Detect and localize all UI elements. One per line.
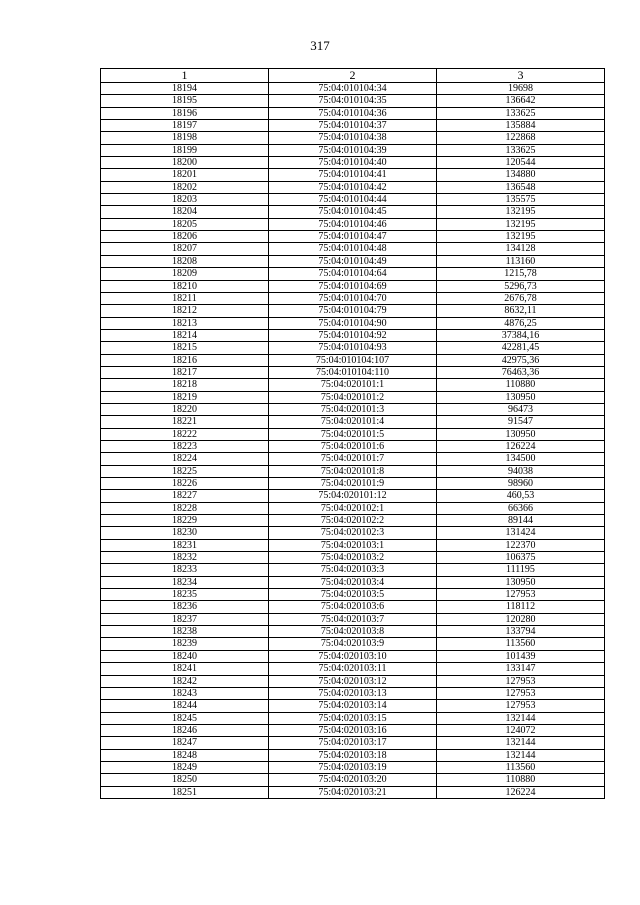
- table-row: [101, 107, 605, 119]
- value-cell: 37384,16: [437, 329, 605, 341]
- row-number-cell: 18234: [101, 576, 269, 588]
- table-row: [101, 761, 605, 773]
- table-row: [101, 465, 605, 477]
- column-header-1: 1: [101, 69, 269, 83]
- table-row: [101, 626, 605, 638]
- row-number-cell: 18248: [101, 749, 269, 761]
- cadastral-number-cell: 75:04:010104:39: [269, 144, 437, 156]
- row-number-cell: 18211: [101, 292, 269, 304]
- cadastral-number-cell: 75:04:010104:64: [269, 268, 437, 280]
- row-number-cell: 18212: [101, 305, 269, 317]
- value-cell: 110880: [437, 774, 605, 786]
- cadastral-number-cell: 75:04:010104:110: [269, 366, 437, 378]
- table-row: [101, 601, 605, 613]
- value-cell: 134128: [437, 243, 605, 255]
- table-row: [101, 292, 605, 304]
- cadastral-number-cell: 75:04:020101:1: [269, 379, 437, 391]
- value-cell: 135575: [437, 194, 605, 206]
- value-cell: 132144: [437, 737, 605, 749]
- row-number-cell: 18218: [101, 379, 269, 391]
- table-row: [101, 663, 605, 675]
- cadastral-number-cell: 75:04:020103:19: [269, 761, 437, 773]
- cadastral-number-cell: 75:04:010104:46: [269, 218, 437, 230]
- table-row: [101, 329, 605, 341]
- cadastral-number-cell: 75:04:020101:4: [269, 416, 437, 428]
- value-cell: 122868: [437, 132, 605, 144]
- row-number-cell: 18200: [101, 157, 269, 169]
- row-number-cell: 18202: [101, 181, 269, 193]
- row-number-cell: 18216: [101, 354, 269, 366]
- value-cell: 89144: [437, 515, 605, 527]
- value-cell: 460,53: [437, 490, 605, 502]
- cadastral-number-cell: 75:04:020101:12: [269, 490, 437, 502]
- table-row: [101, 564, 605, 576]
- row-number-cell: 18240: [101, 650, 269, 662]
- value-cell: 133625: [437, 107, 605, 119]
- value-cell: 5296,73: [437, 280, 605, 292]
- value-cell: 131424: [437, 527, 605, 539]
- table-row: [101, 490, 605, 502]
- value-cell: 42975,36: [437, 354, 605, 366]
- cadastral-number-cell: 75:04:020103:8: [269, 626, 437, 638]
- value-cell: 113160: [437, 255, 605, 267]
- row-number-cell: 18227: [101, 490, 269, 502]
- cadastral-number-cell: 75:04:020101:7: [269, 453, 437, 465]
- value-cell: 126224: [437, 786, 605, 798]
- value-cell: 91547: [437, 416, 605, 428]
- table-row: [101, 700, 605, 712]
- table-header-row: [101, 69, 605, 83]
- value-cell: 127953: [437, 687, 605, 699]
- table-row: [101, 157, 605, 169]
- value-cell: 132195: [437, 206, 605, 218]
- row-number-cell: 18204: [101, 206, 269, 218]
- value-cell: 2676,78: [437, 292, 605, 304]
- table-row: [101, 453, 605, 465]
- table-row: [101, 687, 605, 699]
- value-cell: 110880: [437, 379, 605, 391]
- cadastral-number-cell: 75:04:010104:90: [269, 317, 437, 329]
- value-cell: 127953: [437, 589, 605, 601]
- value-cell: 19698: [437, 83, 605, 95]
- cadastral-number-cell: 75:04:020102:2: [269, 515, 437, 527]
- value-cell: 133625: [437, 144, 605, 156]
- table-row: [101, 440, 605, 452]
- cadastral-number-cell: 75:04:010104:48: [269, 243, 437, 255]
- row-number-cell: 18237: [101, 613, 269, 625]
- row-number-cell: 18233: [101, 564, 269, 576]
- value-cell: 113560: [437, 761, 605, 773]
- table-row: [101, 539, 605, 551]
- value-cell: 118112: [437, 601, 605, 613]
- table-row: [101, 613, 605, 625]
- cadastral-number-cell: 75:04:010104:41: [269, 169, 437, 181]
- row-number-cell: 18203: [101, 194, 269, 206]
- value-cell: 122370: [437, 539, 605, 551]
- value-cell: 113560: [437, 638, 605, 650]
- row-number-cell: 18242: [101, 675, 269, 687]
- table-row: [101, 181, 605, 193]
- value-cell: 106375: [437, 552, 605, 564]
- row-number-cell: 18220: [101, 403, 269, 415]
- value-cell: 1215,78: [437, 268, 605, 280]
- value-cell: 130950: [437, 576, 605, 588]
- cadastral-number-cell: 75:04:010104:69: [269, 280, 437, 292]
- table-row: [101, 255, 605, 267]
- row-number-cell: 18245: [101, 712, 269, 724]
- row-number-cell: 18221: [101, 416, 269, 428]
- value-cell: 94038: [437, 465, 605, 477]
- table-row: [101, 305, 605, 317]
- table-row: [101, 428, 605, 440]
- cadastral-number-cell: 75:04:020103:7: [269, 613, 437, 625]
- value-cell: 132195: [437, 231, 605, 243]
- cadastral-number-cell: 75:04:010104:44: [269, 194, 437, 206]
- cadastral-number-cell: 75:04:020103:3: [269, 564, 437, 576]
- table-row: [101, 675, 605, 687]
- table-row: [101, 576, 605, 588]
- table-row: [101, 120, 605, 132]
- row-number-cell: 18249: [101, 761, 269, 773]
- row-number-cell: 18247: [101, 737, 269, 749]
- table-row: [101, 589, 605, 601]
- cadastral-number-cell: 75:04:010104:35: [269, 95, 437, 107]
- cadastral-number-cell: 75:04:020101:3: [269, 403, 437, 415]
- table-row: [101, 317, 605, 329]
- cadastral-number-cell: 75:04:020101:6: [269, 440, 437, 452]
- cadastral-number-cell: 75:04:010104:36: [269, 107, 437, 119]
- cadastral-number-cell: 75:04:020102:3: [269, 527, 437, 539]
- row-number-cell: 18213: [101, 317, 269, 329]
- value-cell: 132195: [437, 218, 605, 230]
- table-row: [101, 527, 605, 539]
- cadastral-number-cell: 75:04:020103:14: [269, 700, 437, 712]
- cadastral-number-cell: 75:04:010104:93: [269, 342, 437, 354]
- table-row: [101, 366, 605, 378]
- row-number-cell: 18226: [101, 478, 269, 490]
- row-number-cell: 18235: [101, 589, 269, 601]
- cadastral-number-cell: 75:04:010104:47: [269, 231, 437, 243]
- row-number-cell: 18222: [101, 428, 269, 440]
- value-cell: 132144: [437, 712, 605, 724]
- cadastral-number-cell: 75:04:010104:34: [269, 83, 437, 95]
- table-row: [101, 95, 605, 107]
- row-number-cell: 18244: [101, 700, 269, 712]
- cadastral-number-cell: 75:04:020103:16: [269, 724, 437, 736]
- row-number-cell: 18199: [101, 144, 269, 156]
- table-row: [101, 231, 605, 243]
- table-row: [101, 737, 605, 749]
- cadastral-number-cell: 75:04:020103:11: [269, 663, 437, 675]
- row-number-cell: 18238: [101, 626, 269, 638]
- table-row: [101, 724, 605, 736]
- row-number-cell: 18228: [101, 502, 269, 514]
- cadastral-number-cell: 75:04:020103:17: [269, 737, 437, 749]
- table-row: [101, 354, 605, 366]
- cadastral-number-cell: 75:04:020103:13: [269, 687, 437, 699]
- row-number-cell: 18225: [101, 465, 269, 477]
- row-number-cell: 18209: [101, 268, 269, 280]
- cadastral-number-cell: 75:04:020101:8: [269, 465, 437, 477]
- cadastral-number-cell: 75:04:020103:9: [269, 638, 437, 650]
- value-cell: 127953: [437, 700, 605, 712]
- value-cell: 134500: [437, 453, 605, 465]
- row-number-cell: 18232: [101, 552, 269, 564]
- cadastral-number-cell: 75:04:020103:20: [269, 774, 437, 786]
- table-row: [101, 416, 605, 428]
- table-row: [101, 749, 605, 761]
- table-row: [101, 206, 605, 218]
- row-number-cell: 18217: [101, 366, 269, 378]
- table-row: [101, 243, 605, 255]
- table-row: [101, 502, 605, 514]
- row-number-cell: 18241: [101, 663, 269, 675]
- column-header-3: 3: [437, 69, 605, 83]
- cadastral-number-cell: 75:04:010104:92: [269, 329, 437, 341]
- value-cell: 120544: [437, 157, 605, 169]
- cadastral-number-cell: 75:04:010104:37: [269, 120, 437, 132]
- cadastral-number-cell: 75:04:020103:10: [269, 650, 437, 662]
- table-body: [101, 83, 605, 799]
- row-number-cell: 18201: [101, 169, 269, 181]
- cadastral-number-cell: 75:04:010104:45: [269, 206, 437, 218]
- table-row: [101, 379, 605, 391]
- table-row: [101, 194, 605, 206]
- row-number-cell: 18196: [101, 107, 269, 119]
- table-row: [101, 786, 605, 798]
- cadastral-number-cell: 75:04:020103:4: [269, 576, 437, 588]
- cadastral-number-cell: 75:04:020101:5: [269, 428, 437, 440]
- row-number-cell: 18243: [101, 687, 269, 699]
- cadastral-number-cell: 75:04:010104:38: [269, 132, 437, 144]
- row-number-cell: 18208: [101, 255, 269, 267]
- table-row: [101, 712, 605, 724]
- table-row: [101, 650, 605, 662]
- value-cell: 135884: [437, 120, 605, 132]
- row-number-cell: 18214: [101, 329, 269, 341]
- cadastral-number-cell: 75:04:010104:49: [269, 255, 437, 267]
- cadastral-number-cell: 75:04:020101:2: [269, 391, 437, 403]
- row-number-cell: 18198: [101, 132, 269, 144]
- cadastral-number-cell: 75:04:020103:18: [269, 749, 437, 761]
- row-number-cell: 18230: [101, 527, 269, 539]
- value-cell: 126224: [437, 440, 605, 452]
- value-cell: 8632,11: [437, 305, 605, 317]
- table-row: [101, 391, 605, 403]
- table-row: [101, 132, 605, 144]
- row-number-cell: 18231: [101, 539, 269, 551]
- table-row: [101, 268, 605, 280]
- value-cell: 136642: [437, 95, 605, 107]
- row-number-cell: 18215: [101, 342, 269, 354]
- value-cell: 4876,25: [437, 317, 605, 329]
- table-row: [101, 552, 605, 564]
- cadastral-number-cell: 75:04:020103:5: [269, 589, 437, 601]
- table-row: [101, 342, 605, 354]
- table-row: [101, 638, 605, 650]
- row-number-cell: 18205: [101, 218, 269, 230]
- value-cell: 96473: [437, 403, 605, 415]
- table-row: [101, 83, 605, 95]
- value-cell: 111195: [437, 564, 605, 576]
- value-cell: 101439: [437, 650, 605, 662]
- table-row: [101, 218, 605, 230]
- value-cell: 98960: [437, 478, 605, 490]
- cadastral-number-cell: 75:04:020103:2: [269, 552, 437, 564]
- row-number-cell: 18210: [101, 280, 269, 292]
- table-row: [101, 280, 605, 292]
- value-cell: 76463,36: [437, 366, 605, 378]
- cadastral-number-cell: 75:04:020103:15: [269, 712, 437, 724]
- value-cell: 42281,45: [437, 342, 605, 354]
- page-number: 317: [310, 38, 330, 53]
- value-cell: 134880: [437, 169, 605, 181]
- value-cell: 124072: [437, 724, 605, 736]
- value-cell: 130950: [437, 428, 605, 440]
- cadastral-number-cell: 75:04:010104:42: [269, 181, 437, 193]
- cadastral-number-cell: 75:04:010104:70: [269, 292, 437, 304]
- cadastral-number-cell: 75:04:010104:107: [269, 354, 437, 366]
- row-number-cell: 18251: [101, 786, 269, 798]
- row-number-cell: 18236: [101, 601, 269, 613]
- cadastral-number-cell: 75:04:020101:9: [269, 478, 437, 490]
- row-number-cell: 18195: [101, 95, 269, 107]
- row-number-cell: 18197: [101, 120, 269, 132]
- cadastral-number-cell: 75:04:020102:1: [269, 502, 437, 514]
- value-cell: 66366: [437, 502, 605, 514]
- table-row: [101, 403, 605, 415]
- value-cell: 136548: [437, 181, 605, 193]
- value-cell: 130950: [437, 391, 605, 403]
- row-number-cell: 18194: [101, 83, 269, 95]
- cadastral-number-cell: 75:04:020103:6: [269, 601, 437, 613]
- table-row: [101, 169, 605, 181]
- row-number-cell: 18207: [101, 243, 269, 255]
- cadastral-number-cell: 75:04:010104:79: [269, 305, 437, 317]
- row-number-cell: 18224: [101, 453, 269, 465]
- row-number-cell: 18206: [101, 231, 269, 243]
- cadastral-number-cell: 75:04:020103:12: [269, 675, 437, 687]
- table-row: [101, 515, 605, 527]
- table-row: [101, 144, 605, 156]
- row-number-cell: 18250: [101, 774, 269, 786]
- value-cell: 133794: [437, 626, 605, 638]
- row-number-cell: 18239: [101, 638, 269, 650]
- data-table: [100, 68, 605, 799]
- cadastral-number-cell: 75:04:010104:40: [269, 157, 437, 169]
- value-cell: 132144: [437, 749, 605, 761]
- row-number-cell: 18219: [101, 391, 269, 403]
- table-row: [101, 774, 605, 786]
- value-cell: 120280: [437, 613, 605, 625]
- row-number-cell: 18223: [101, 440, 269, 452]
- value-cell: 133147: [437, 663, 605, 675]
- value-cell: 127953: [437, 675, 605, 687]
- cadastral-number-cell: 75:04:020103:21: [269, 786, 437, 798]
- cadastral-number-cell: 75:04:020103:1: [269, 539, 437, 551]
- column-header-2: 2: [269, 69, 437, 83]
- row-number-cell: 18246: [101, 724, 269, 736]
- table-row: [101, 478, 605, 490]
- row-number-cell: 18229: [101, 515, 269, 527]
